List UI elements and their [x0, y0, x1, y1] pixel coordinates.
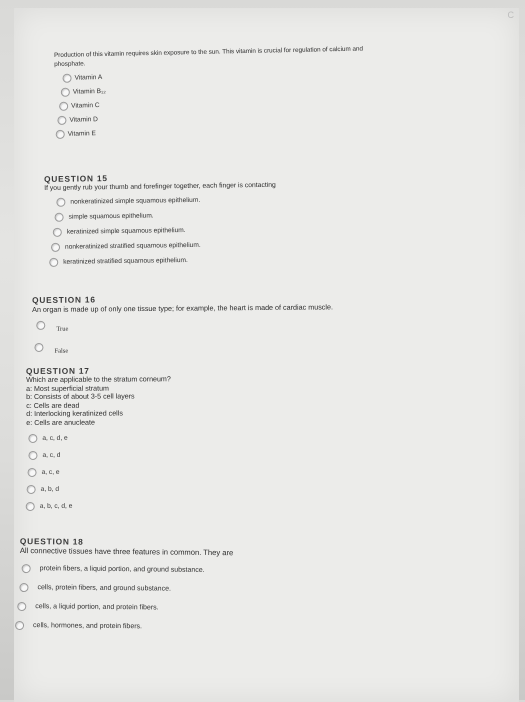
option-label: a, c, d — [42, 451, 61, 459]
option-d[interactable] — [27, 484, 172, 502]
statement-b: b: Consists of about 3-5 cell layers — [26, 392, 135, 402]
quiz-page — [14, 8, 519, 702]
radio-button[interactable] — [53, 228, 62, 237]
radio-button[interactable] — [28, 468, 37, 477]
statement-e: e: Cells are anucleate — [26, 418, 95, 427]
option-e[interactable] — [27, 501, 172, 519]
radio-button[interactable] — [27, 485, 36, 494]
option-label: Vitamin B₁₂ — [72, 87, 106, 96]
option-label: cells, protein fibers, and ground substance. — [37, 584, 171, 593]
option-a[interactable] — [20, 564, 234, 585]
option-label: Vitamin A — [74, 73, 103, 82]
option-label: nonkeratinized stratified squamous epithelium. — [64, 241, 201, 251]
question-text: Which are applicable to the stratum corneum? — [26, 375, 171, 384]
statement-d: d: Interlocking keratinized cells — [26, 409, 123, 419]
radio-button[interactable] — [28, 451, 37, 460]
question-15 — [44, 171, 277, 273]
option-label: nonkeratinized simple squamous epithelium. — [70, 196, 201, 206]
option-e[interactable] — [45, 255, 277, 273]
option-label: True — [56, 325, 69, 333]
question-text: An organ is made up of only one tissue type; for example, the heart is made of cardiac muscle. — [32, 302, 333, 314]
option-label: cells, a liquid portion, and protein fibers. — [35, 603, 159, 612]
option-label: cells, hormones, and protein fibers. — [33, 622, 143, 631]
statement-c: c: Cells are dead — [26, 401, 80, 410]
option-b[interactable] — [19, 583, 233, 604]
question-text: All connective tissues have three features in common. They are — [19, 545, 234, 558]
option-label: a, b, c, d, e — [39, 502, 73, 510]
option-label: protein fibers, a liquid portion, and ground substance. — [39, 565, 205, 574]
radio-button[interactable] — [22, 564, 31, 573]
option-label: Vitamin E — [67, 130, 96, 138]
radio-button[interactable] — [55, 213, 64, 222]
option-label: False — [54, 347, 69, 355]
radio-button[interactable] — [57, 116, 66, 125]
option-label: a, c, d, e — [42, 434, 68, 442]
radio-button[interactable] — [56, 130, 65, 139]
corner-mark: C — [507, 10, 514, 20]
question-18 — [19, 536, 234, 642]
option-b[interactable] — [26, 450, 171, 468]
question-vitamin — [54, 46, 365, 144]
radio-button[interactable] — [59, 102, 68, 111]
option-label: Vitamin C — [71, 102, 100, 110]
question-text: Production of this vitamin requires skin exposure to the sun. This vitamin is crucial for regulation of calcium and — [54, 45, 364, 59]
option-true[interactable] — [32, 318, 333, 343]
radio-button[interactable] — [51, 243, 60, 252]
question-text-cont: phosphate. — [54, 59, 86, 68]
option-label: simple squamous epithelium. — [68, 212, 154, 221]
radio-button[interactable] — [49, 258, 58, 267]
question-heading: QUESTION 18 — [19, 536, 84, 547]
radio-button[interactable] — [17, 602, 26, 611]
question-text: If you gently rub your thumb and forefinger together, each finger is contacting — [44, 181, 276, 192]
option-label: a, b, d — [40, 485, 60, 493]
option-c[interactable] — [27, 467, 172, 485]
option-d[interactable] — [19, 621, 233, 642]
radio-button[interactable] — [15, 621, 24, 630]
radio-button[interactable] — [26, 502, 35, 511]
question-heading: QUESTION 16 — [32, 294, 96, 305]
radio-button[interactable] — [62, 74, 71, 83]
radio-button[interactable] — [56, 198, 65, 207]
option-label: Vitamin D — [69, 116, 98, 124]
option-label: a, c, e — [41, 468, 60, 476]
question-16 — [32, 292, 333, 365]
question-17 — [26, 365, 172, 518]
option-label: keratinized simple squamous epithelium. — [66, 227, 186, 236]
radio-button[interactable] — [36, 321, 45, 330]
question-heading: QUESTION 15 — [44, 173, 108, 184]
radio-button[interactable] — [61, 88, 70, 97]
radio-button[interactable] — [19, 583, 28, 592]
statement-a: a: Most superficial stratum — [26, 384, 109, 393]
option-false[interactable] — [32, 340, 333, 365]
radio-button[interactable] — [34, 343, 43, 352]
radio-button[interactable] — [28, 434, 37, 443]
option-a[interactable] — [26, 433, 171, 451]
option-c[interactable] — [19, 602, 233, 623]
option-label: keratinized stratified squamous epithelium. — [63, 257, 188, 266]
question-heading: QUESTION 17 — [26, 365, 90, 376]
